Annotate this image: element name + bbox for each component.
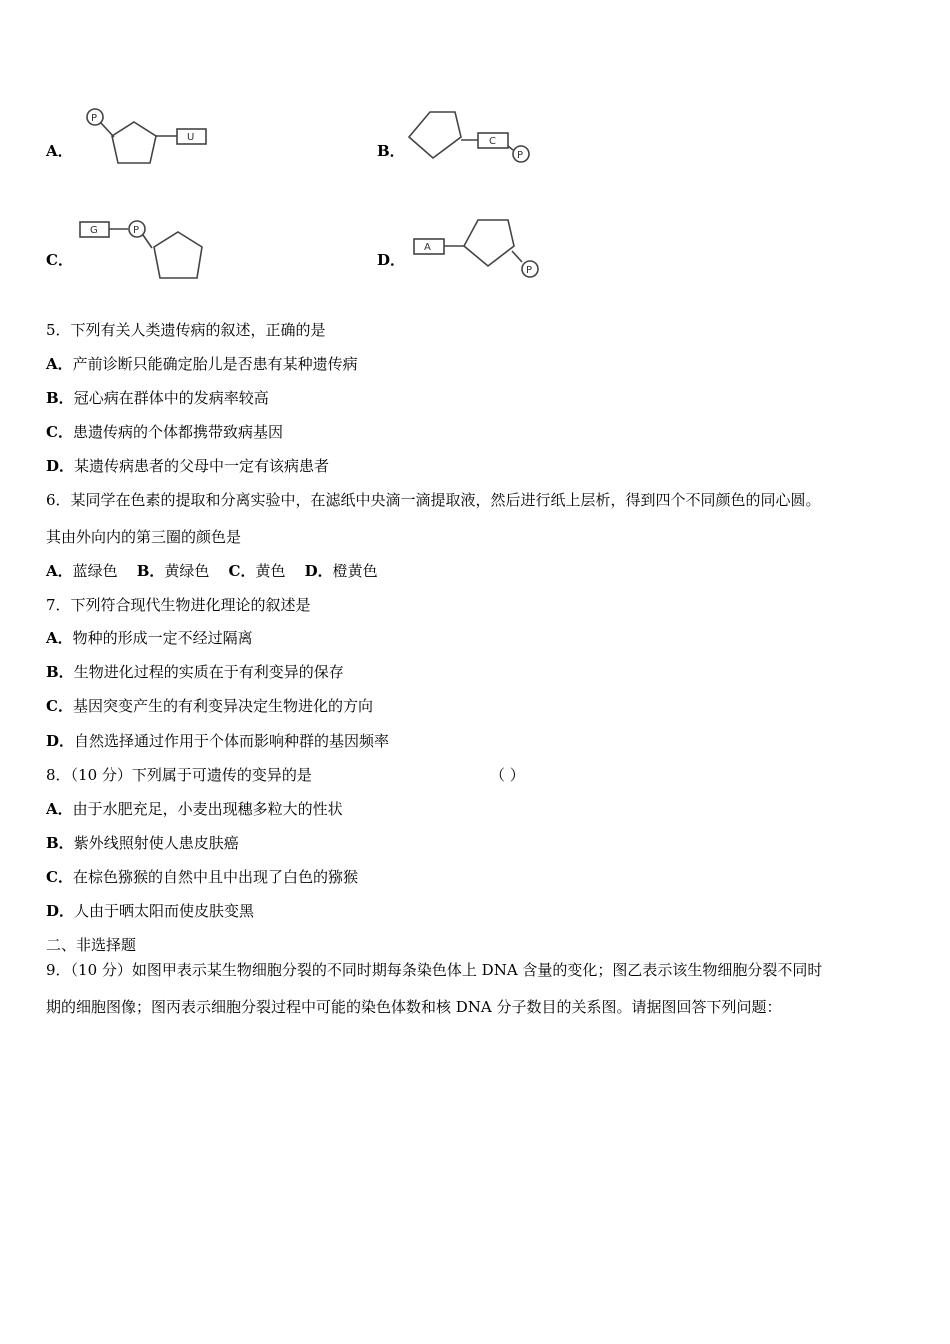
option-a: A．物种的形成一定不经过隔离 [46,629,253,647]
base-label: U [187,132,195,143]
option-c: C．患遗传病的个体都携带致病基因 [46,423,283,441]
option-d: D．人由于晒太阳而使皮肤变黑 [46,902,255,920]
option-a: A．由于水肥充足，小麦出现穗多粒大的性状 [46,800,343,818]
option-label: D． [377,251,406,269]
nucleotide-diagram [405,108,545,178]
option-d: D．自然选择通过作用于个体而影响种群的基因频率 [46,732,390,750]
base-label: C [489,136,496,147]
option-label: C． [46,251,73,269]
option-b: B．冠心病在群体中的发病率较高 [46,389,269,407]
option-label: A． [46,142,73,160]
question-stem: 7．下列符合现代生物进化理论的叙述是 [46,596,311,614]
question-stem: 6．某同学在色素的提取和分离实验中，在滤纸中央滴一滴提取液，然后进行纸上层析，得到四个不同颜色的同心圆。 [46,491,821,509]
phosphate-label: P [517,150,524,161]
option-label: B． [377,142,405,160]
option-b: B．生物进化过程的实质在于有利变异的保存 [46,663,344,681]
option-b: B．紫外线照射使人患皮肤癌 [46,834,239,852]
question-stem: 8．（10 分）下列属于可遗传的变异的是 [46,766,312,784]
option-d: D．某遗传病患者的父母中一定有该病患者 [46,457,330,475]
phosphate-label: P [91,113,98,124]
nucleotide-diagram [412,213,552,283]
option-c: C．在棕色猕猴的自然中且中出现了白色的猕猴 [46,868,358,886]
nucleotide-diagram [80,218,220,288]
nucleotide-diagram [80,105,220,175]
option-a: A．产前诊断只能确定胎儿是否患有某种遗传病 [46,355,358,373]
section-heading: 二、非选择题 [46,936,137,954]
option-c: C．基因突变产生的有利变异决定生物进化的方向 [46,697,373,715]
question-stem-continued: 其由外向内的第三圈的颜色是 [46,528,242,546]
option-row: A．蓝绿色 B．黄绿色 C．黄色 D．橙黄色 [46,562,378,580]
question-9-stem: 9．（10 分）如图甲表示某生物细胞分裂的不同时期每条染色体上 DNA 含量的变化；图乙表示该生物细胞分裂不同时 [46,961,823,979]
answer-blank: （ ） [490,766,525,784]
base-label: G [90,225,98,236]
question-9-stem-continued: 期的细胞图像；图丙表示细胞分裂过程中可能的染色体数和核 DNA 分子数目的关系图。请据图回答下列问题： [46,998,782,1016]
question-stem: 5．下列有关人类遗传病的叙述，正确的是 [46,321,326,339]
phosphate-label: P [133,225,140,236]
base-label: A [424,242,431,253]
phosphate-label: P [526,265,533,276]
